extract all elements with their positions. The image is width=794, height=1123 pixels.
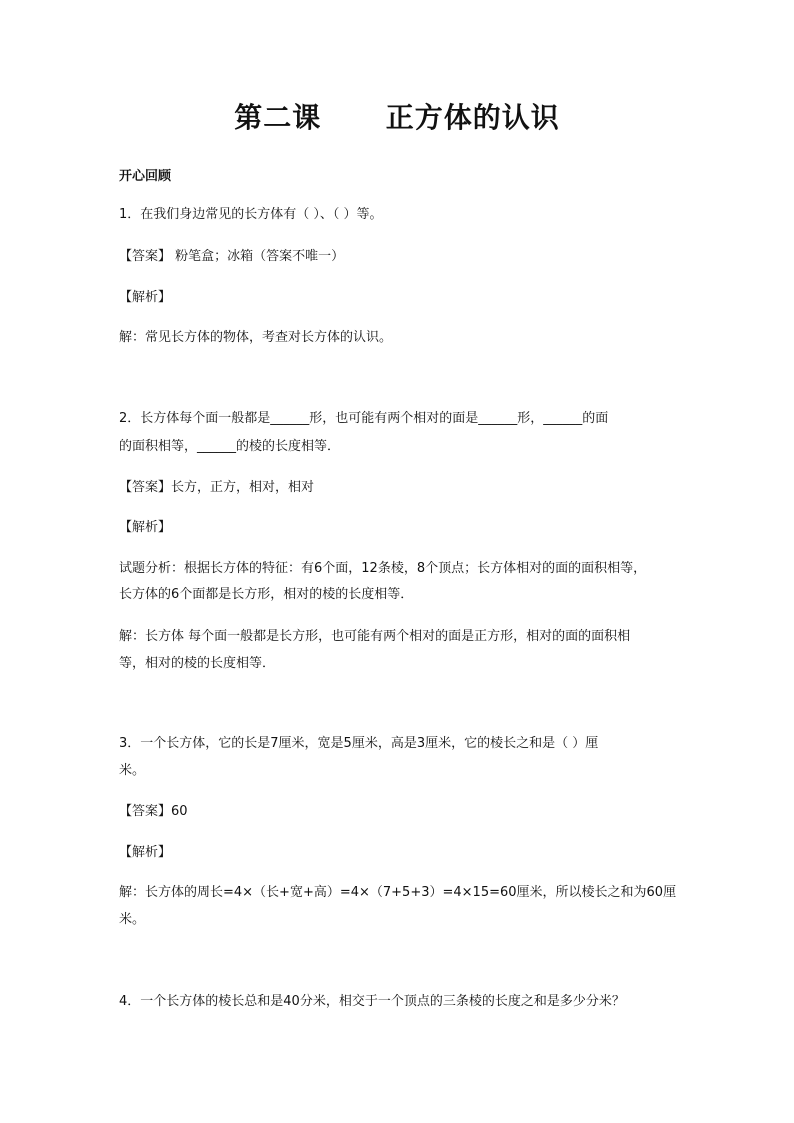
question-3-text-line-1: 3．一个长方体，它的长是7厘米，宽是5厘米，高是3厘米，它的棱长之和是（ ）厘 [119,736,599,751]
section-heading: 开心回顾 [119,169,172,184]
question-3-answer: 【答案】60 [119,804,188,819]
question-3-text-line-2: 米。 [119,763,146,778]
question-2-text-line-1: 2．长方体每个面一般都是______形，也可能有两个相对的面是______形，______的面 [119,411,609,426]
question-2-explanation-line-2: 长方体的6个面都是长方形，相对的棱的长度相等． [119,587,414,602]
question-1-explanation: 解：常见长方体的物体，考查对长方体的认识。 [119,330,393,345]
page-title: 第二课 正方体的认识 [234,101,560,134]
question-2-answer: 【答案】长方，正方，相对，相对 [119,480,315,495]
question-2-solution-line-2: 等，相对的棱的长度相等． [119,656,276,671]
question-2-analysis-label: 【解析】 [119,520,172,535]
question-1-answer: 【答案】 粉笔盒；冰箱（答案不唯一） [119,249,345,264]
question-1-analysis-label: 【解析】 [119,290,172,305]
question-2-text-line-2: 的面积相等，______的棱的长度相等． [119,439,341,454]
question-3-analysis-label: 【解析】 [119,845,172,860]
question-2-explanation-line-1: 试题分析：根据长方体的特征：有6个面，12条棱，8个顶点；长方体相对的面的面积相等， [119,561,647,576]
question-2-solution-line-1: 解：长方体 每个面一般都是长方形，也可能有两个相对的面是正方形，相对的面的面积相 [119,629,631,644]
question-3-explanation-line-1: 解：长方体的周长=4×（长+宽+高）=4×（7+5+3）=4×15=60厘米，所以棱长之和为60厘 [119,885,677,900]
question-4-text: 4．一个长方体的棱长总和是40分米，相交于一个顶点的三条棱的长度之和是多少分米？ [119,994,625,1009]
question-3-explanation-line-2: 米。 [119,912,146,927]
question-1-text: 1．在我们身边常见的长方体有（ ）、（ ）等。 [119,207,383,222]
